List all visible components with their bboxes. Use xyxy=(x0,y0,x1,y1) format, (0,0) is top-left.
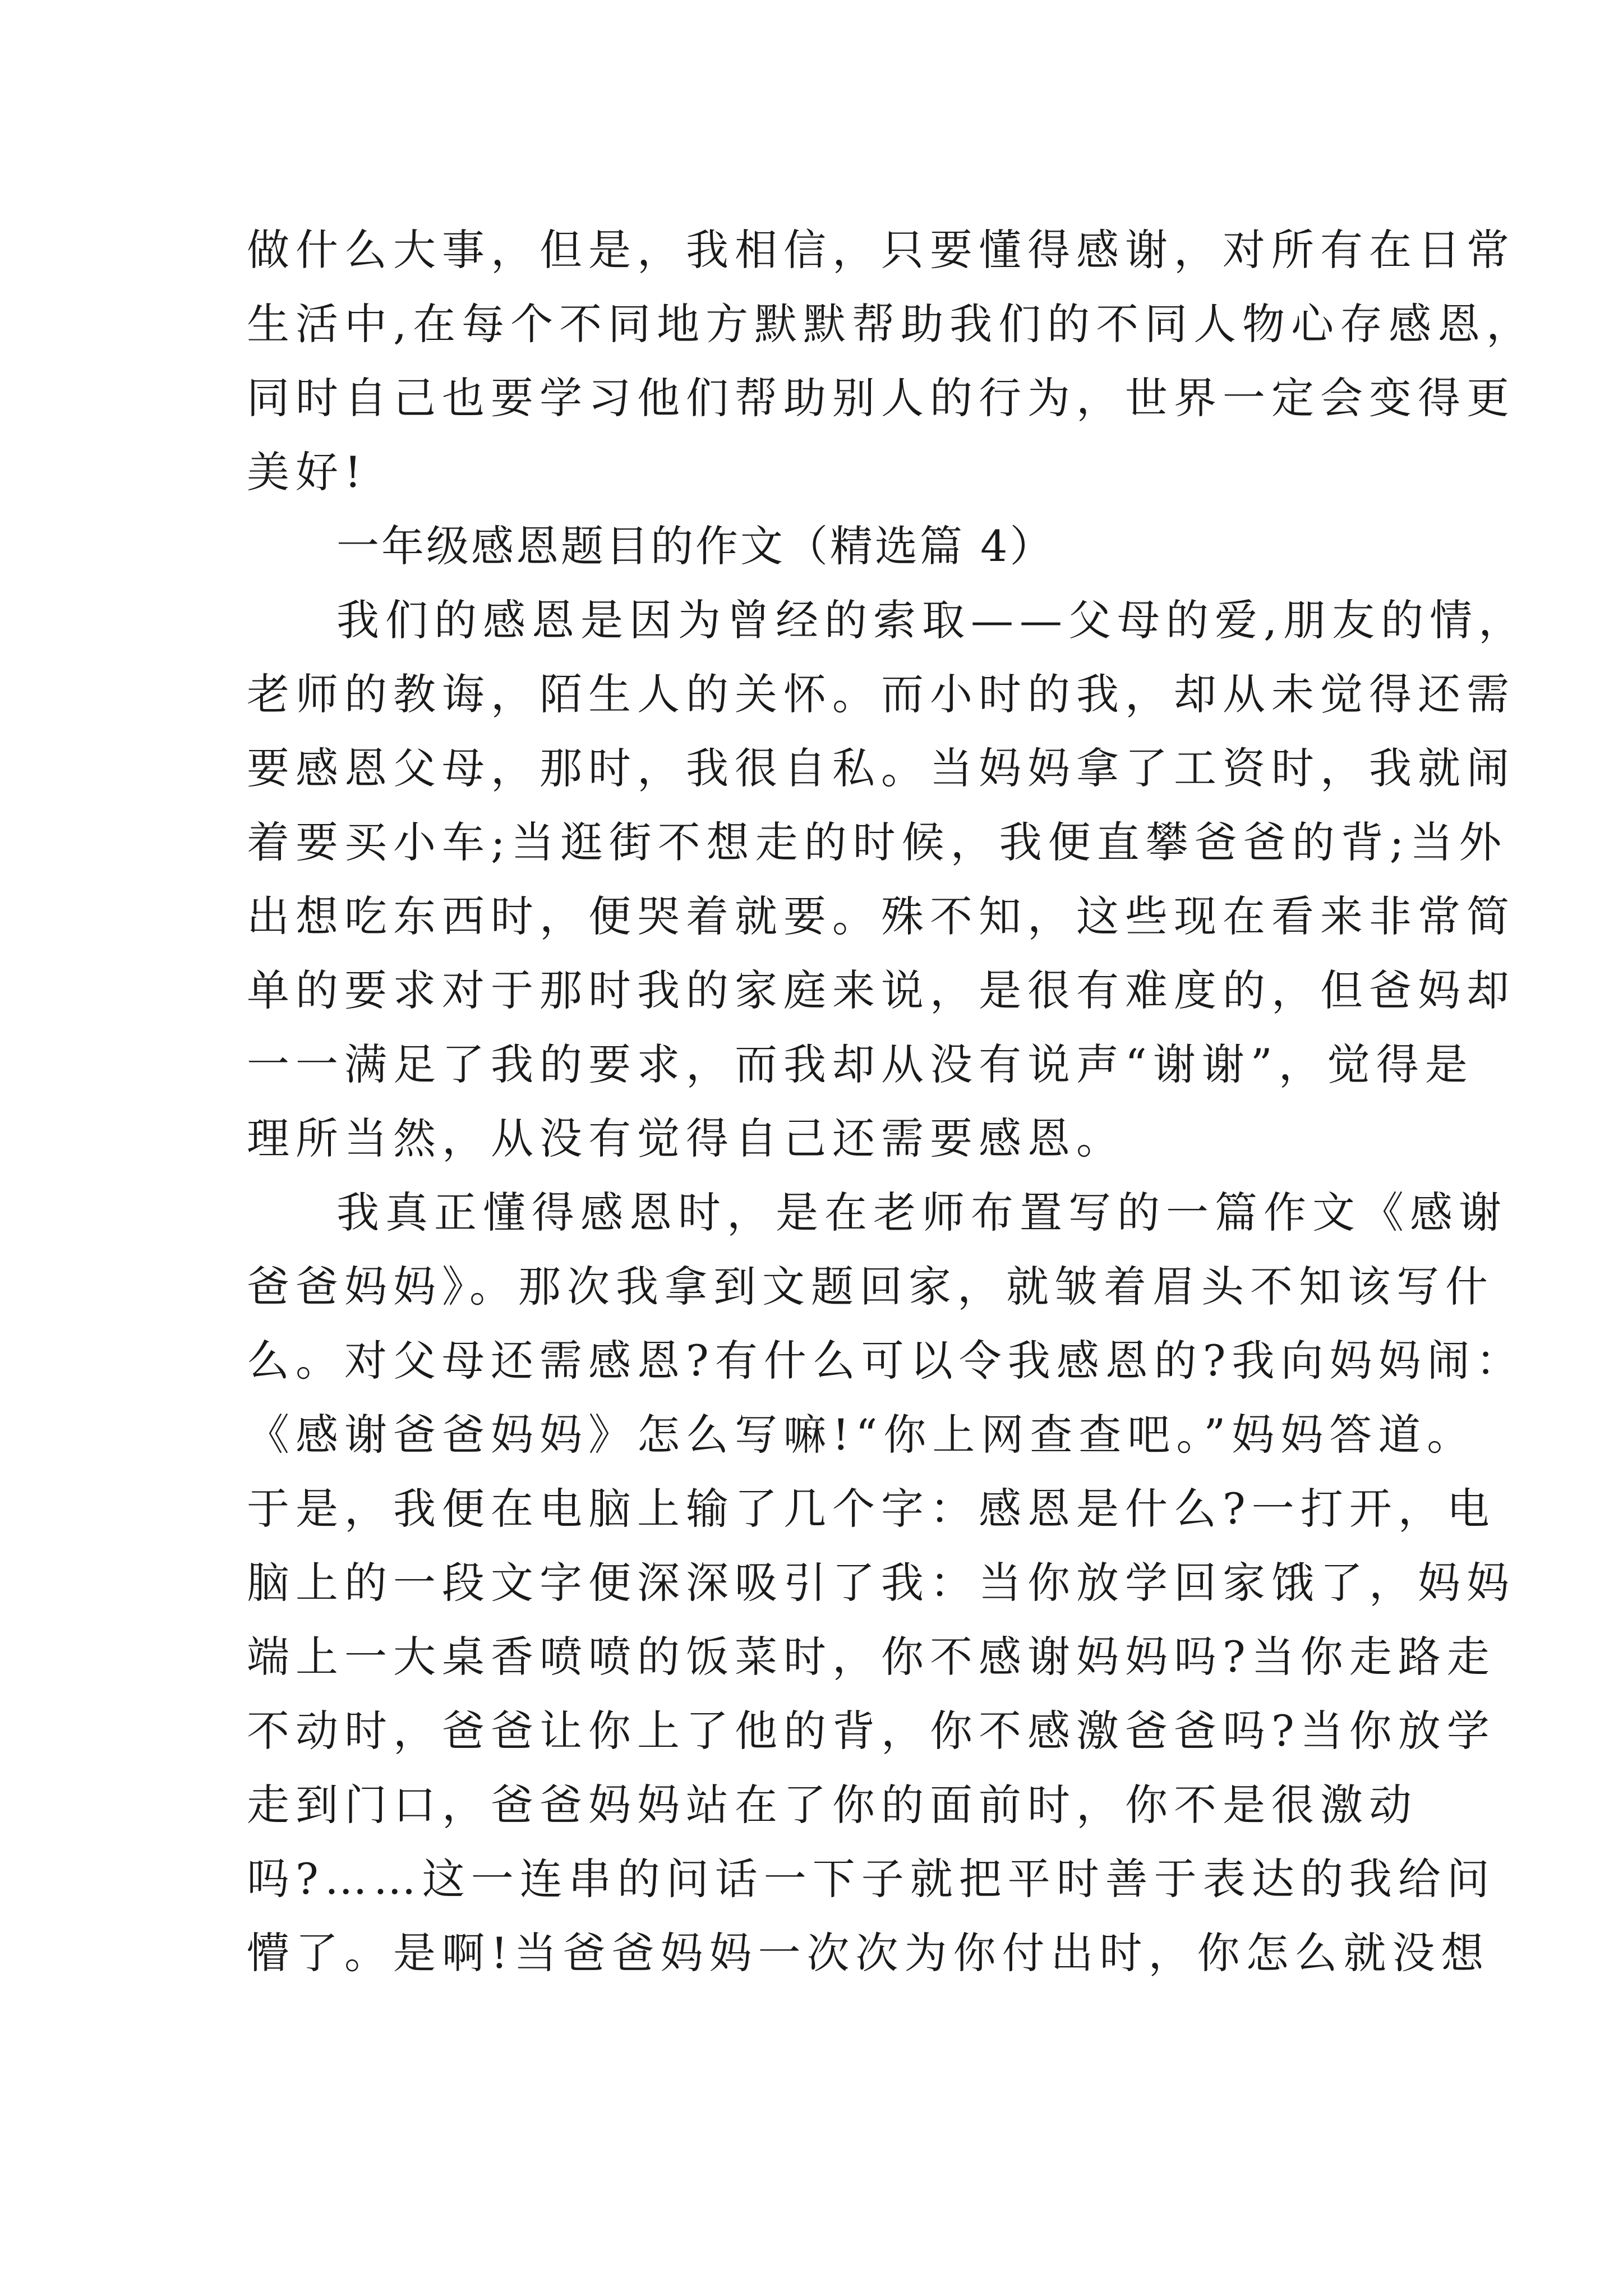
text-line: 爸爸妈妈》。那次我拿到文题回家，就皱着眉头不知该写什 xyxy=(247,1262,1494,1312)
text-line: 理所当然，从没有觉得自己还需要感恩。 xyxy=(247,1114,1125,1163)
essay-text xyxy=(247,213,1536,1990)
text-line: 端上一大桌香喷喷的饭菜时，你不感谢妈妈吗?当你走路走 xyxy=(247,1632,1496,1682)
section-heading xyxy=(247,509,1424,583)
text-line: 走到门口，爸爸妈妈站在了你的面前时，你不是很激动 xyxy=(247,1780,1418,1830)
text-line: 脑上的一段文字便深深吸引了我：当你放学回家饿了，妈妈 xyxy=(247,1558,1515,1608)
text-line: 吗?……这一连串的问话一下子就把平时善于表达的我给问 xyxy=(247,1854,1496,1904)
text-line: 我们的感恩是因为曾经的索取——父母的爱,朋友的情， xyxy=(336,595,1528,645)
text-line: 要感恩父母，那时，我很自私。当妈妈拿了工资时，我就闹 xyxy=(247,743,1515,793)
text-line: 么。对父母还需感恩?有什么可以令我感恩的?我向妈妈闹： xyxy=(247,1336,1525,1386)
paragraph-body-2 xyxy=(247,1176,1525,1990)
text-line: 着要买小车;当逛街不想走的时候，我便直攀爸爸的背;当外 xyxy=(247,817,1508,867)
text-line: 《感谢爸爸妈妈》怎么写嘛!“你上网查查吧。”妈妈答道。 xyxy=(247,1410,1476,1460)
paragraph-continuation xyxy=(247,213,1536,509)
text-line: 做什么大事，但是，我相信，只要懂得感谢，对所有在日常 xyxy=(247,225,1515,275)
text-line: 于是，我便在电脑上输了几个字：感恩是什么?一打开，电 xyxy=(247,1484,1496,1534)
text-line: 懵了。是啊!当爸爸妈妈一次次为你付出时，你怎么就没想 xyxy=(247,1928,1490,1978)
text-line: 不动时，爸爸让你上了他的背，你不感激爸爸吗?当你放学 xyxy=(247,1706,1496,1756)
text-line: 一一满足了我的要求，而我却从没有说声“谢谢”，觉得是 xyxy=(247,1039,1474,1089)
text-line: 美好! xyxy=(247,447,368,497)
heading-line: 一年级感恩题目的作文（精选篇 4） xyxy=(336,521,1055,571)
paragraph-body-1 xyxy=(247,583,1528,1176)
text-line: 我真正懂得感恩时，是在老师布置写的一篇作文《感谢 xyxy=(336,1188,1507,1237)
text-line: 生活中,在每个不同地方默默帮助我们的不同人物心存感恩， xyxy=(247,299,1536,349)
text-line: 出想吃东西时，便哭着就要。殊不知，这些现在看来非常简 xyxy=(247,891,1515,941)
text-line: 同时自己也要学习他们帮助别人的行为，世界一定会变得更 xyxy=(247,373,1515,423)
text-line: 老师的教诲，陌生人的关怀。而小时的我，却从未觉得还需 xyxy=(247,669,1515,719)
text-line: 单的要求对于那时我的家庭来说，是很有难度的，但爸妈却 xyxy=(247,965,1515,1015)
